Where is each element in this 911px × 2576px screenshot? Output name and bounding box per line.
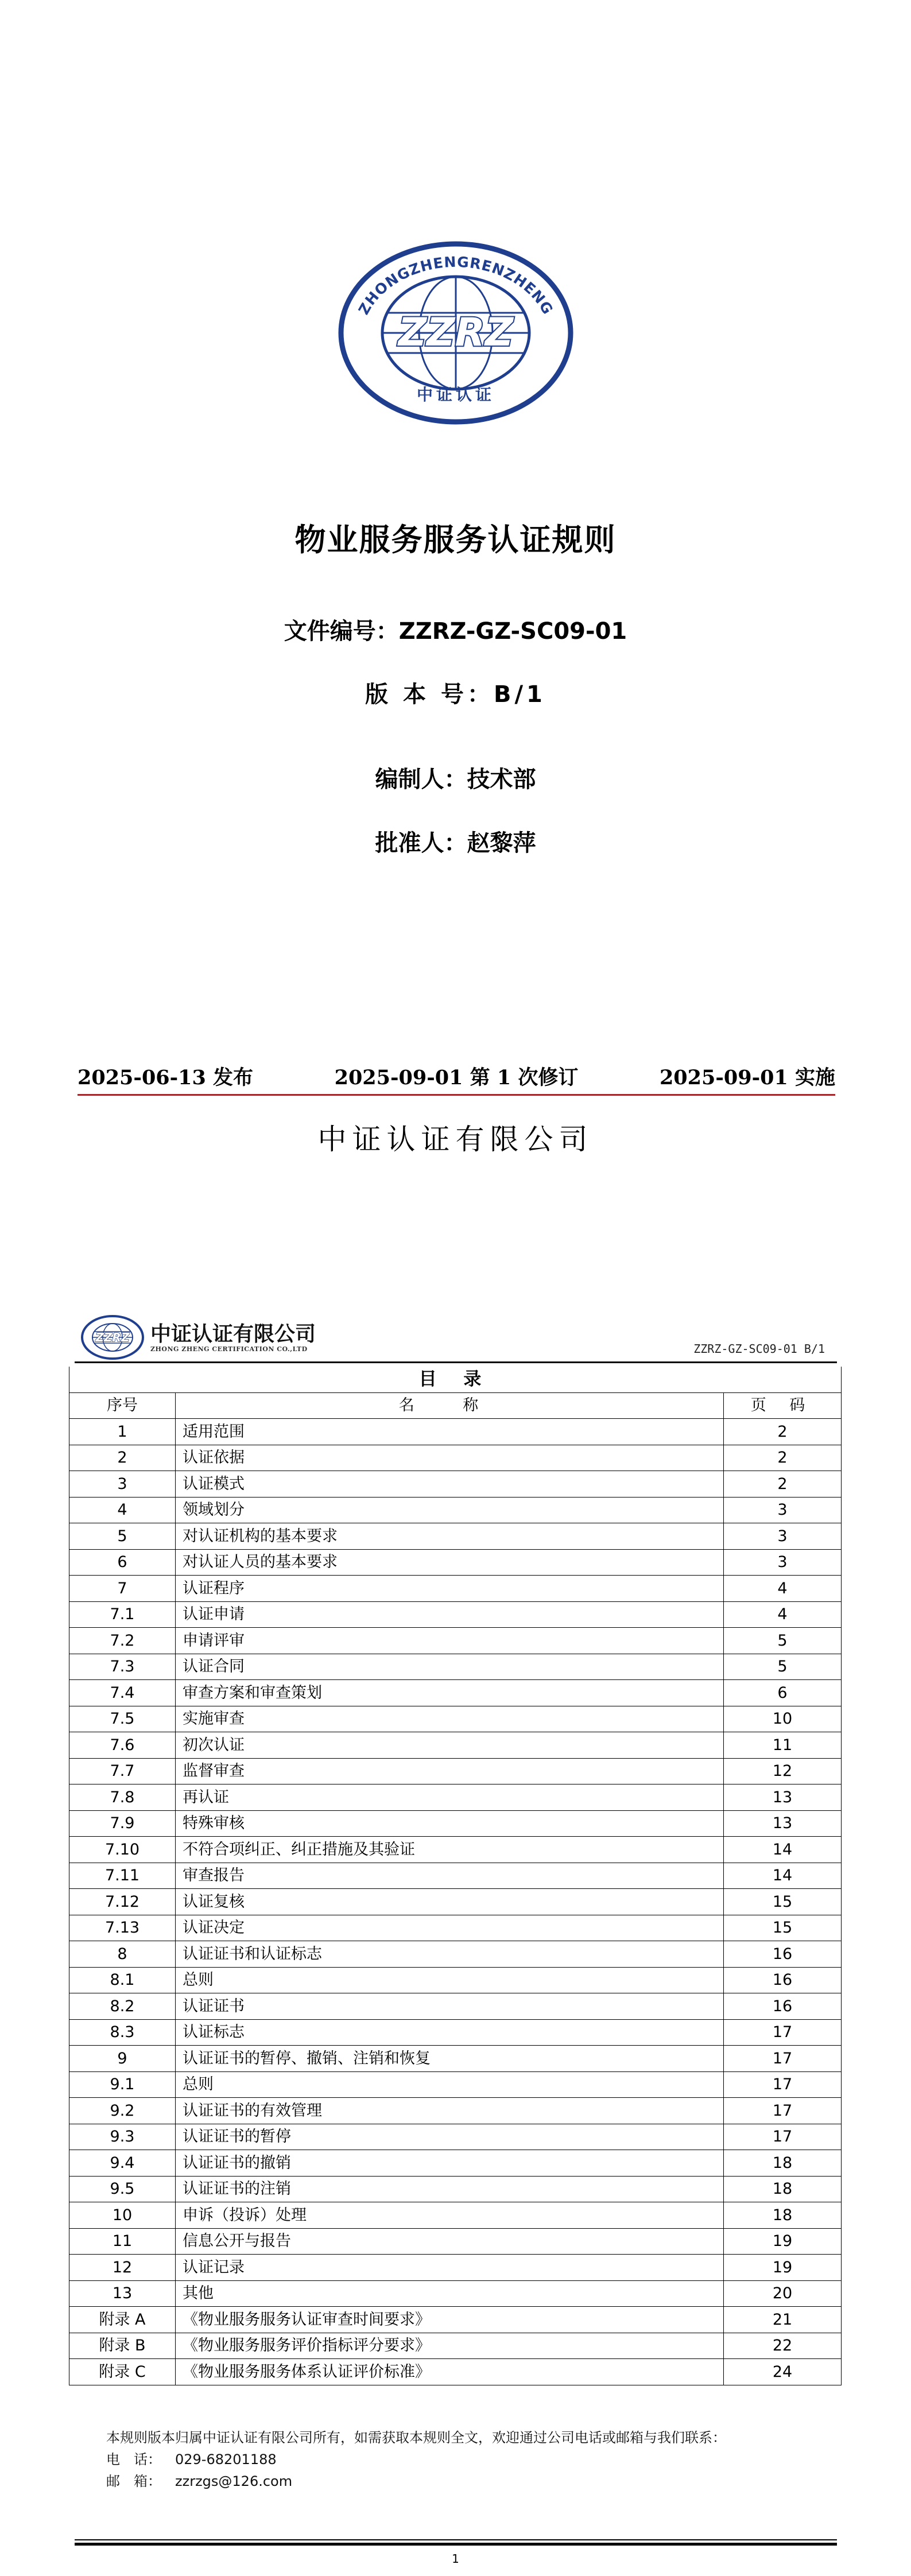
approver: 批准人：赵黎萍 (375, 830, 536, 856)
toc-row-page: 4 (724, 1576, 842, 1602)
toc-row-number: 1 (69, 1419, 176, 1445)
phone-number: 029-68201188 (175, 2451, 277, 2468)
toc-row (69, 2019, 842, 2046)
toc-row (69, 1576, 842, 1602)
toc-row-page: 21 (724, 2307, 842, 2333)
toc-row (69, 1654, 842, 1680)
toc-row-page: 15 (724, 1889, 842, 1915)
toc-row-page: 2 (724, 1445, 842, 1471)
toc-row-number: 13 (69, 2280, 176, 2307)
toc-row-page: 17 (724, 2046, 842, 2072)
toc-row-page: 16 (724, 1941, 842, 1968)
toc-row-page: 12 (724, 1758, 842, 1784)
toc-row (69, 1549, 842, 1576)
toc-row-page: 17 (724, 2124, 842, 2150)
email-address: zzrzgs@126.com (175, 2473, 293, 2489)
toc-row-name: 认证记录 (176, 2255, 724, 2281)
toc-row (69, 1889, 842, 1915)
toc-row-number: 7.9 (69, 1810, 176, 1837)
toc-row-name: 审查报告 (176, 1863, 724, 1889)
toc-row-number: 7.2 (69, 1628, 176, 1654)
zzrz-logo-emblem (338, 241, 573, 425)
toc-row-number: 7.4 (69, 1680, 176, 1706)
toc-row (69, 1706, 842, 1732)
toc-row-number: 7 (69, 1576, 176, 1602)
toc-row-number: 2 (69, 1445, 176, 1471)
document-title: 物业服务服务认证规则 (294, 522, 617, 558)
toc-row-name: 认证依据 (176, 1445, 724, 1471)
toc-row-page: 13 (724, 1784, 842, 1811)
toc-row-number: 8 (69, 1941, 176, 1968)
toc-row (69, 1628, 842, 1654)
toc-row-number: 8.2 (69, 1993, 176, 2020)
toc-row-name: 认证合同 (176, 1654, 724, 1680)
toc-row-page: 16 (724, 1993, 842, 2020)
toc-row-name: 总则 (176, 2071, 724, 2098)
toc-row (69, 1915, 842, 1941)
logo-bottom-text: 中证认证 (416, 385, 495, 404)
toc-row-number: 9.5 (69, 2176, 176, 2202)
toc-row-name: 不符合项纠正、纠正措施及其验证 (176, 1837, 724, 1863)
toc-row (69, 1680, 842, 1706)
header-company-english: ZHONG ZHENG CERTIFICATION CO.,LTD (150, 1345, 308, 1353)
toc-row-page: 16 (724, 1967, 842, 1993)
toc-row-number: 7.5 (69, 1706, 176, 1732)
toc-row-name: 认证申请 (176, 1601, 724, 1628)
toc-row (69, 1523, 842, 1550)
toc-col-no: 序号 (69, 1392, 176, 1419)
header-doc-code: ZZRZ-GZ-SC09-01 B/1 (693, 1342, 825, 1356)
toc-row-name: 总则 (176, 1967, 724, 1993)
toc-row-page: 5 (724, 1628, 842, 1654)
toc-row-name: 认证决定 (176, 1915, 724, 1941)
toc-row (69, 2124, 842, 2150)
toc-row-page: 17 (724, 2098, 842, 2124)
toc-row-page: 3 (724, 1523, 842, 1550)
toc-row-page: 18 (724, 2150, 842, 2177)
toc-row (69, 1601, 842, 1628)
toc-row-number: 7.12 (69, 1889, 176, 1915)
zzrz-logo (338, 241, 573, 425)
toc-row-number: 9.2 (69, 2098, 176, 2124)
cover-company-name: 中证认证有限公司 (317, 1123, 594, 1156)
toc-row-name: 初次认证 (176, 1732, 724, 1759)
toc-row-name: 《物业服务服务体系认证评价标准》 (176, 2359, 724, 2385)
toc-row-name: 认证证书的有效管理 (176, 2098, 724, 2124)
toc-row-number: 7.11 (69, 1863, 176, 1889)
toc-row-number: 7.3 (69, 1654, 176, 1680)
toc-row (69, 2150, 842, 2177)
toc-row (69, 1837, 842, 1863)
toc-row-page: 6 (724, 1680, 842, 1706)
toc-row (69, 1993, 842, 2020)
toc-row (69, 1967, 842, 1993)
toc-row (69, 2307, 842, 2333)
copyright-notice: 本规则版本归属中证认证有限公司所有，如需获取本规则全文，欢迎通过公司电话或邮箱与我们联系： (106, 2430, 726, 2446)
toc-row-number: 9 (69, 2046, 176, 2072)
toc-row (69, 2071, 842, 2098)
editor: 编制人：技术部 (375, 766, 536, 793)
toc-table (69, 1367, 842, 2385)
toc-row (69, 1810, 842, 1837)
contact-email (106, 2470, 726, 2492)
header-logo-icon (80, 1314, 145, 1360)
toc-row-name: 认证标志 (176, 2019, 724, 2046)
toc-row-page: 17 (724, 2019, 842, 2046)
toc-row (69, 1497, 842, 1523)
toc-row-name: 认证程序 (176, 1576, 724, 1602)
toc-row-name: 认证证书的注销 (176, 2176, 724, 2202)
toc-row-page: 19 (724, 2255, 842, 2281)
cover-dates (77, 1062, 835, 1091)
toc-col-name: 名 称 (176, 1392, 724, 1419)
toc-row-number: 7.8 (69, 1784, 176, 1811)
toc-row-number: 9.4 (69, 2150, 176, 2177)
toc-row-name: 监督审查 (176, 1758, 724, 1784)
toc-row-number: 7.1 (69, 1601, 176, 1628)
toc-row-page: 2 (724, 1471, 842, 1498)
phone-label: 电 话： (106, 2451, 161, 2468)
toc-row-page: 4 (724, 1601, 842, 1628)
toc-row-number: 4 (69, 1497, 176, 1523)
toc-row-page: 17 (724, 2071, 842, 2098)
toc-row-number: 7.7 (69, 1758, 176, 1784)
header-divider (75, 1361, 837, 1363)
toc-row (69, 1784, 842, 1811)
toc-row-number: 7.10 (69, 1837, 176, 1863)
toc-row (69, 2255, 842, 2281)
toc-row-name: 认证证书的暂停、撤销、注销和恢复 (176, 2046, 724, 2072)
toc-row-page: 2 (724, 1419, 842, 1445)
toc-row-number: 3 (69, 1471, 176, 1498)
file-number: 文件编号：ZZRZ-GZ-SC09-01 (284, 618, 627, 645)
toc-row-page: 19 (724, 2228, 842, 2255)
toc-row-page: 18 (724, 2176, 842, 2202)
toc-row (69, 2280, 842, 2307)
toc-row-name: 认证模式 (176, 1471, 724, 1498)
toc-row-name: 其他 (176, 2280, 724, 2307)
toc-row-number: 附录 B (69, 2333, 176, 2359)
contact-phone (106, 2449, 726, 2470)
toc-row-page: 24 (724, 2359, 842, 2385)
toc-row (69, 2333, 842, 2359)
toc-row-number: 11 (69, 2228, 176, 2255)
toc-row (69, 1419, 842, 1445)
toc-row (69, 1471, 842, 1498)
toc-row-page: 15 (724, 1915, 842, 1941)
toc-row-name: 《物业服务服务评价指标评分要求》 (176, 2333, 724, 2359)
version-number: 版 本 号：B/1 (365, 681, 546, 708)
toc-row-name: 认证证书的暂停 (176, 2124, 724, 2150)
toc-row (69, 1445, 842, 1471)
toc-row-number: 5 (69, 1523, 176, 1550)
toc-body (69, 1419, 842, 2385)
toc-row-page: 3 (724, 1497, 842, 1523)
toc-row-name: 适用范围 (176, 1419, 724, 1445)
publish-date: 2025-06-13 发布 (77, 1066, 254, 1089)
toc-row-page: 22 (724, 2333, 842, 2359)
toc-row (69, 1863, 842, 1889)
toc-row-number: 附录 A (69, 2307, 176, 2333)
email-label: 邮 箱： (106, 2473, 161, 2489)
footer-divider-thin (75, 2539, 837, 2540)
implement-date: 2025-09-01 实施 (659, 1066, 835, 1089)
toc-row (69, 1732, 842, 1759)
toc-row-page: 20 (724, 2280, 842, 2307)
toc-row-name: 申请评审 (176, 1628, 724, 1654)
toc-row-name: 认证证书和认证标志 (176, 1941, 724, 1968)
footer-divider-thick (75, 2543, 837, 2546)
header-company-name: 中证认证有限公司 (150, 1322, 316, 1346)
toc-row-number: 7.6 (69, 1732, 176, 1759)
toc-row (69, 2098, 842, 2124)
toc-row (69, 2046, 842, 2072)
toc-row (69, 1758, 842, 1784)
toc-row-name: 信息公开与报告 (176, 2228, 724, 2255)
toc-row-page: 13 (724, 1810, 842, 1837)
logo-ring-text: ZHONGZHENGRENZHENG (355, 253, 557, 318)
toc-row-number: 6 (69, 1549, 176, 1576)
toc-row-number: 7.13 (69, 1915, 176, 1941)
toc-row-name: 特殊审核 (176, 1810, 724, 1837)
logo-monogram: ZZRZ (398, 310, 514, 355)
toc-row-name: 对认证人员的基本要求 (176, 1549, 724, 1576)
toc-row-number: 8.1 (69, 1967, 176, 1993)
toc-row-number: 10 (69, 2202, 176, 2229)
header-logo-monogram: ZZRZ (95, 1330, 130, 1344)
toc-row-name: 认证复核 (176, 1889, 724, 1915)
toc-row-number: 8.3 (69, 2019, 176, 2046)
toc-row-page: 5 (724, 1654, 842, 1680)
toc-row-name: 认证证书的撤销 (176, 2150, 724, 2177)
toc-row-name: 申诉（投诉）处理 (176, 2202, 724, 2229)
toc-row (69, 2228, 842, 2255)
toc-row-name: 实施审查 (176, 1706, 724, 1732)
toc-row-page: 10 (724, 1706, 842, 1732)
toc-row-number: 9.3 (69, 2124, 176, 2150)
toc-caption: 目 录 (69, 1367, 842, 1392)
toc-row-name: 审查方案和审查策划 (176, 1680, 724, 1706)
toc-row-number: 附录 C (69, 2359, 176, 2385)
toc-row-number: 12 (69, 2255, 176, 2281)
toc-row-page: 14 (724, 1863, 842, 1889)
toc-row-name: 《物业服务服务认证审查时间要求》 (176, 2307, 724, 2333)
footer-note (106, 2427, 726, 2492)
toc-row-name: 对认证机构的基本要求 (176, 1523, 724, 1550)
page-number: 1 (452, 2552, 459, 2566)
cover-divider (77, 1094, 835, 1096)
toc-col-page: 页 码 (724, 1392, 842, 1419)
toc-row (69, 2176, 842, 2202)
header-logo (80, 1314, 145, 1360)
toc-row-number: 9.1 (69, 2071, 176, 2098)
toc-row-name: 认证证书 (176, 1993, 724, 2020)
revision-date: 2025-09-01 第 1 次修订 (334, 1066, 579, 1089)
toc-row (69, 2202, 842, 2229)
toc-row-page: 14 (724, 1837, 842, 1863)
toc-row-page: 18 (724, 2202, 842, 2229)
toc-row-page: 11 (724, 1732, 842, 1759)
toc-row-page: 3 (724, 1549, 842, 1576)
toc-row-name: 领域划分 (176, 1497, 724, 1523)
toc-row (69, 2359, 842, 2385)
toc-row (69, 1941, 842, 1968)
toc-row-name: 再认证 (176, 1784, 724, 1811)
